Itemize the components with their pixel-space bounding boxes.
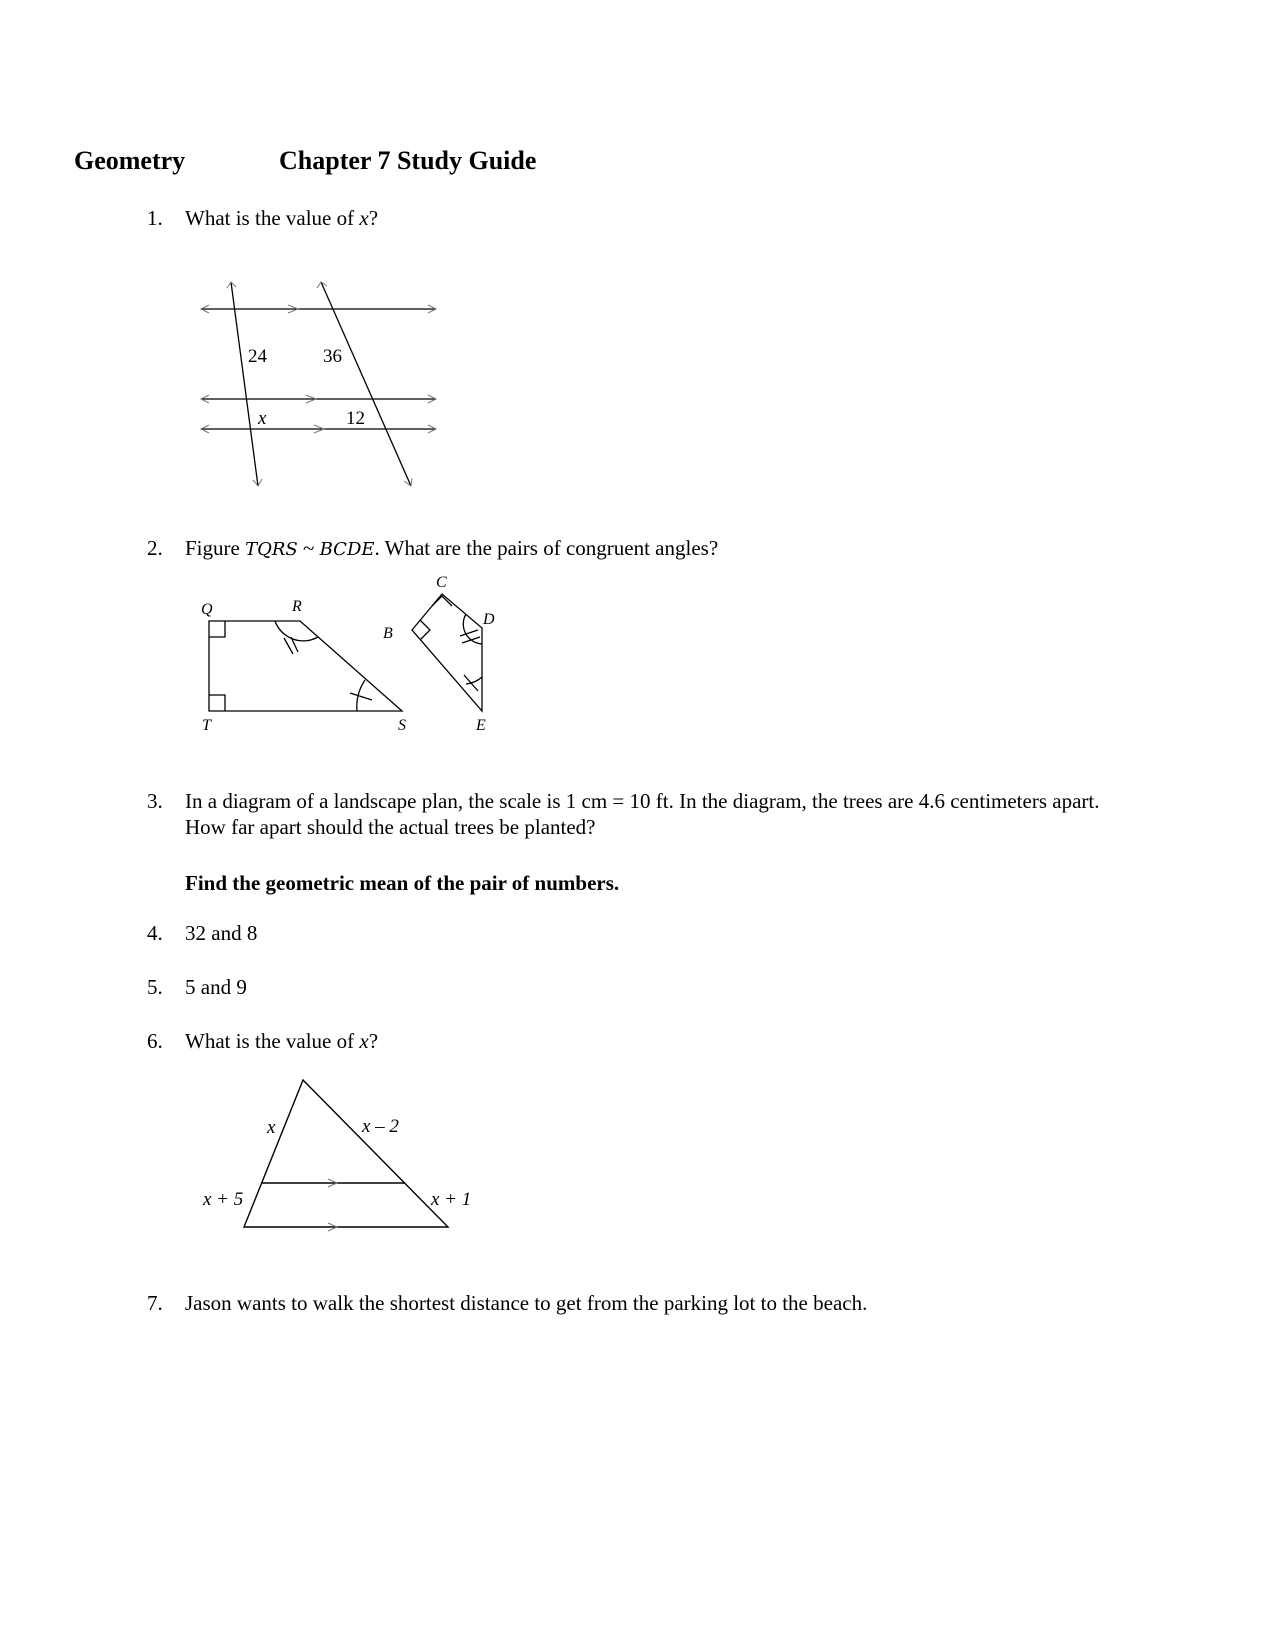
question-1-text: What is the value of x? <box>185 206 379 230</box>
question-4-number: 4. <box>147 921 163 945</box>
vertex-E: E <box>476 717 486 734</box>
vertex-B: B <box>383 625 393 642</box>
fig3-label-x: x <box>267 1117 276 1138</box>
vertex-C: C <box>436 574 447 591</box>
question-1-number: 1. <box>147 206 163 230</box>
vertex-D: D <box>483 611 495 628</box>
question-3-line-2: How far apart should the actual trees be planted? <box>185 815 596 839</box>
question-6-number: 6. <box>147 1029 163 1053</box>
fig3-label-x-minus-2: x – 2 <box>362 1116 399 1137</box>
fig1-label-12: 12 <box>346 408 365 429</box>
vertex-S: S <box>398 717 406 734</box>
vertex-R: R <box>292 598 302 615</box>
vertex-Q: Q <box>201 601 213 618</box>
subject-title: Geometry <box>74 146 186 175</box>
fig1-label-36: 36 <box>323 346 342 367</box>
vertex-T: T <box>202 717 211 734</box>
question-6-text: What is the value of x? <box>185 1029 379 1053</box>
question-3-line-1: In a diagram of a landscape plan, the scale is 1 cm = 10 ft. In the diagram, the trees are 4.6 centimeters apart. <box>185 789 1100 813</box>
fig3-label-x-plus-5: x + 5 <box>203 1189 244 1210</box>
question-2-text: Figure TQRS ~ BCDE. What are the pairs of congruent angles? <box>185 536 719 560</box>
section-heading: Find the geometric mean of the pair of numbers. <box>185 871 620 895</box>
question-7-text: Jason wants to walk the shortest distance to get from the parking lot to the beach. <box>185 1291 868 1315</box>
question-4-text: 32 and 8 <box>185 921 258 945</box>
fig3-label-x-plus-1: x + 1 <box>431 1189 472 1210</box>
question-3-number: 3. <box>147 789 163 813</box>
fig1-label-x: x <box>258 408 267 429</box>
question-5-number: 5. <box>147 975 163 999</box>
question-7-number: 7. <box>147 1291 163 1315</box>
fig1-label-24: 24 <box>248 346 267 367</box>
question-2-number: 2. <box>147 536 163 560</box>
question-5-text: 5 and 9 <box>185 975 247 999</box>
page-title: Chapter 7 Study Guide <box>279 146 537 175</box>
